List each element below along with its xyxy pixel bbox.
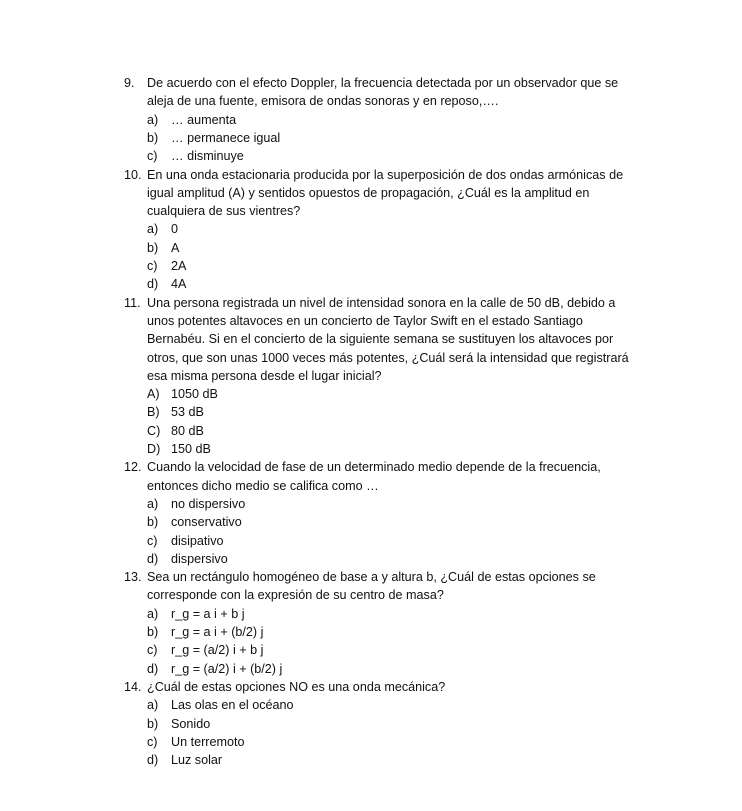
question-text-line: cualquiera de sus vientres? [147, 204, 301, 219]
answer-option [0, 111, 742, 129]
option-label: c) [147, 259, 158, 273]
option-label: b) [147, 240, 159, 255]
option-label: d) [147, 661, 159, 676]
option-text: A [171, 240, 180, 255]
option-label: d) [147, 753, 159, 768]
option-text: Un terremoto [171, 734, 245, 749]
question-text-line: esa misma persona desde el lugar inicial? [147, 368, 382, 383]
option-label: B) [147, 405, 160, 420]
option-text: 0 [171, 222, 179, 237]
option-label: c) [147, 643, 158, 658]
option-label: d) [147, 551, 159, 566]
option-text: dispersivo [171, 551, 228, 566]
answer-option [0, 257, 742, 275]
answer-option [0, 239, 742, 257]
answer-option [0, 660, 742, 678]
question-number: 10. [124, 167, 142, 182]
question-number: 12. [124, 460, 142, 475]
question-text-line: Una persona registrada un nivel de intensidad sonora en la calle de 50 dB, debido a [147, 295, 616, 310]
option-label: a) [147, 222, 159, 237]
option-text: disipativo [171, 533, 224, 548]
question-number: 11. [124, 295, 141, 310]
answer-option [0, 495, 742, 513]
answer-option [0, 147, 742, 165]
answer-option [0, 696, 742, 714]
option-label: b) [147, 716, 159, 731]
option-label: D) [147, 442, 161, 456]
answer-option [0, 422, 742, 440]
option-text: r_g = a i + (b/2) j [171, 625, 264, 639]
option-label: A) [147, 387, 160, 402]
answer-option [0, 751, 742, 769]
option-text: Las olas en el océano [171, 698, 294, 713]
option-text: 2A [171, 259, 187, 273]
answer-option [0, 532, 742, 550]
answer-option [0, 129, 742, 147]
question-text-line: De acuerdo con el efecto Doppler, la frecuencia detectada por un observador que se [147, 76, 619, 90]
option-text: Sonido [171, 716, 211, 731]
question-text-line: ¿Cuál de estas opciones NO es una onda mecánica? [147, 679, 446, 694]
option-text: 4A [171, 277, 187, 292]
option-label: a) [147, 606, 159, 621]
answer-option [0, 513, 742, 531]
question-number: 9. [124, 76, 135, 90]
option-text: no dispersivo [171, 496, 246, 511]
option-text: r_g = (a/2) i + b j [171, 643, 264, 658]
option-label: d) [147, 277, 159, 292]
question-text-line: Cuando la velocidad de fase de un determinado medio depende de la frecuencia, [147, 460, 601, 475]
question-text-line: unos potentes altavoces en un concierto de Taylor Swift en el estado Santiago [147, 313, 583, 328]
option-text: … permanece igual [171, 130, 281, 145]
option-label: a) [147, 112, 159, 127]
question-text-line: aleja de una fuente, emisora de ondas sonoras y en reposo,…. [147, 94, 499, 109]
option-label: c) [147, 734, 158, 749]
question-text-line: entonces dicho medio se califica como … [147, 478, 379, 493]
option-text: r_g = (a/2) i + (b/2) j [171, 661, 283, 676]
answer-option [0, 641, 742, 659]
option-text: 80 dB [171, 423, 204, 438]
option-text: 53 dB [171, 405, 204, 420]
question-text-line: En una onda estacionaria producida por la superposición de dos ondas armónicas de [147, 167, 624, 182]
option-label: c) [147, 149, 158, 164]
answer-option [0, 440, 742, 458]
option-label: a) [147, 698, 159, 713]
answer-option [0, 623, 742, 641]
option-text: … aumenta [171, 112, 237, 127]
option-text: r_g = a i + b j [171, 606, 245, 621]
answer-option [0, 605, 742, 623]
question-text-line: igual amplitud (A) y sentidos opuestos de propagación, ¿Cuál es la amplitud en [147, 185, 590, 200]
answer-option [0, 403, 742, 421]
answer-option [0, 385, 742, 403]
option-label: c) [147, 533, 158, 548]
option-text: 1050 dB [171, 387, 218, 402]
question-text-line: Bernabéu. Si en el concierto de la siguiente semana se sustituyen los altavoces por [147, 332, 614, 347]
option-label: b) [147, 625, 159, 639]
option-label: b) [147, 515, 159, 530]
option-text: 150 dB [171, 442, 211, 456]
answer-option [0, 220, 742, 238]
question-number: 13. [124, 570, 142, 585]
option-text: Luz solar [171, 753, 223, 768]
answer-option [0, 715, 742, 733]
question-text-line: Sea un rectángulo homogéneo de base a y altura b, ¿Cuál de estas opciones se [147, 570, 596, 585]
answer-option [0, 550, 742, 568]
answer-option [0, 275, 742, 293]
option-text: … disminuye [171, 149, 244, 164]
option-label: C) [147, 423, 161, 438]
option-label: a) [147, 496, 159, 511]
question-number: 14. [124, 679, 142, 694]
answer-option [0, 733, 742, 751]
option-text: conservativo [171, 515, 242, 530]
question-text-line: otros, que son unas 1000 veces más potentes, ¿Cuál será la intensidad que registrará [147, 350, 629, 365]
question-text-line: corresponde con la expresión de su centro de masa? [147, 588, 444, 603]
option-label: b) [147, 130, 159, 145]
